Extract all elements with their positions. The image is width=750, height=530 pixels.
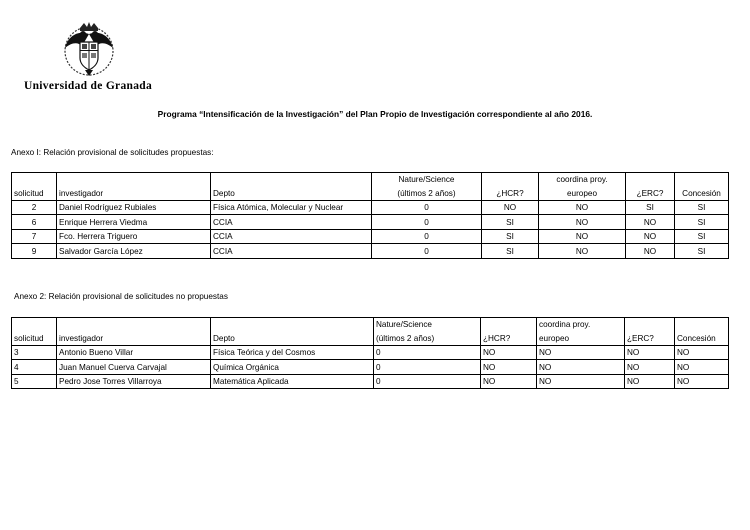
university-name: Universidad de Granada	[24, 80, 153, 92]
cell-coord: NO	[537, 345, 625, 360]
annex2-header-row-top	[12, 318, 729, 332]
cell-investigador: Juan Manuel Cuerva Carvajal	[57, 360, 211, 375]
cell-hcr: NO	[481, 360, 537, 375]
cell-nature: 0	[372, 229, 482, 244]
cell-concesion: SI	[675, 215, 729, 230]
annex1-title: Anexo I: Relación provisional de solicitudes propuestas:	[11, 148, 214, 157]
university-crest-logo	[58, 20, 120, 78]
cell-hcr: NO	[481, 374, 537, 389]
cell-concesion: NO	[675, 345, 729, 360]
cell-erc: NO	[626, 215, 675, 230]
cell-coord: NO	[537, 374, 625, 389]
col-header-hcr: ¿HCR?	[481, 331, 537, 345]
cell-erc: NO	[625, 345, 675, 360]
cell-depto: Matemática Aplicada	[211, 374, 374, 389]
col-header-erc: ¿ERC?	[625, 331, 675, 345]
cell-concesion: SI	[675, 200, 729, 215]
header-spacer	[481, 318, 537, 332]
table-row	[12, 244, 729, 259]
col-header-hcr: ¿HCR?	[482, 186, 539, 200]
cell-hcr: SI	[482, 244, 539, 259]
cell-nature: 0	[374, 360, 481, 375]
annex2-title: Anexo 2: Relación provisional de solicitudes no propuestas	[14, 292, 228, 301]
header-spacer	[625, 318, 675, 332]
header-spacer	[675, 318, 729, 332]
cell-erc: NO	[626, 244, 675, 259]
col-header-coord-line2: europeo	[539, 186, 626, 200]
cell-concesion: SI	[675, 229, 729, 244]
cell-solicitud: 6	[12, 215, 57, 230]
cell-solicitud: 7	[12, 229, 57, 244]
col-header-nature-line1: Nature/Science	[374, 318, 481, 332]
cell-depto: CCIA	[211, 229, 372, 244]
annex1-header-row-top	[12, 173, 729, 187]
cell-coord: NO	[539, 229, 626, 244]
cell-depto: Química Orgánica	[211, 360, 374, 375]
header-spacer	[482, 173, 539, 187]
cell-coord: NO	[537, 360, 625, 375]
cell-hcr: SI	[482, 229, 539, 244]
col-header-solicitud: solicitud	[12, 186, 57, 200]
cell-coord: NO	[539, 244, 626, 259]
cell-hcr: SI	[482, 215, 539, 230]
cell-depto: Física Atómica, Molecular y Nuclear	[211, 200, 372, 215]
header-spacer	[211, 318, 374, 332]
cell-investigador: Antonio Bueno Villar	[57, 345, 211, 360]
header-spacer	[675, 173, 729, 187]
col-header-concesion: Concesión	[675, 331, 729, 345]
cell-hcr: NO	[481, 345, 537, 360]
cell-solicitud: 9	[12, 244, 57, 259]
col-header-investigador: investigador	[57, 186, 211, 200]
table-row	[12, 215, 729, 230]
cell-erc: SI	[626, 200, 675, 215]
cell-depto: CCIA	[211, 244, 372, 259]
cell-nature: 0	[372, 200, 482, 215]
program-title: Programa “Intensificación de la Investigación” del Plan Propio de Investigación correspondiente al año 2016.	[157, 109, 593, 119]
cell-depto: CCIA	[211, 215, 372, 230]
cell-hcr: NO	[482, 200, 539, 215]
header-spacer	[626, 173, 675, 187]
cell-investigador: Fco. Herrera Triguero	[57, 229, 211, 244]
col-header-nature-line1: Nature/Science	[372, 173, 482, 187]
annex2-table	[11, 317, 729, 389]
cell-erc: NO	[625, 360, 675, 375]
cell-solicitud: 3	[12, 345, 57, 360]
header-spacer	[211, 173, 372, 187]
header-spacer	[57, 318, 211, 332]
cell-erc: NO	[626, 229, 675, 244]
cell-solicitud: 5	[12, 374, 57, 389]
cell-concesion: NO	[675, 374, 729, 389]
cell-nature: 0	[374, 345, 481, 360]
header-spacer	[57, 173, 211, 187]
table-row	[12, 229, 729, 244]
cell-investigador: Pedro Jose Torres Villarroya	[57, 374, 211, 389]
table-row	[12, 360, 729, 375]
cell-investigador: Enrique Herrera Viedma	[57, 215, 211, 230]
cell-concesion: NO	[675, 360, 729, 375]
cell-nature: 0	[374, 374, 481, 389]
col-header-depto: Depto	[211, 186, 372, 200]
header-spacer	[12, 318, 57, 332]
table-row	[12, 345, 729, 360]
cell-coord: NO	[539, 215, 626, 230]
cell-coord: NO	[539, 200, 626, 215]
cell-solicitud: 4	[12, 360, 57, 375]
annex2-header-row	[12, 331, 729, 345]
cell-investigador: Salvador García López	[57, 244, 211, 259]
cell-depto: Física Teórica y del Cosmos	[211, 345, 374, 360]
col-header-coord-line1: coordina proy.	[539, 173, 626, 187]
col-header-nature-line2: (últimos 2 años)	[372, 186, 482, 200]
cell-investigador: Daniel Rodríguez Rubiales	[57, 200, 211, 215]
annex1-header-row	[12, 186, 729, 200]
annex1-table	[11, 172, 729, 259]
table-row	[12, 374, 729, 389]
cell-erc: NO	[625, 374, 675, 389]
col-header-coord-line1: coordina proy.	[537, 318, 625, 332]
col-header-erc: ¿ERC?	[626, 186, 675, 200]
cell-nature: 0	[372, 215, 482, 230]
col-header-depto: Depto	[211, 331, 374, 345]
col-header-investigador: investigador	[57, 331, 211, 345]
col-header-solicitud: solicitud	[12, 331, 57, 345]
cell-concesion: SI	[675, 244, 729, 259]
table-row	[12, 200, 729, 215]
col-header-nature-line2: (últimos 2 años)	[374, 331, 481, 345]
cell-nature: 0	[372, 244, 482, 259]
header-spacer	[12, 173, 57, 187]
col-header-concesion: Concesión	[675, 186, 729, 200]
cell-solicitud: 2	[12, 200, 57, 215]
col-header-coord-line2: europeo	[537, 331, 625, 345]
